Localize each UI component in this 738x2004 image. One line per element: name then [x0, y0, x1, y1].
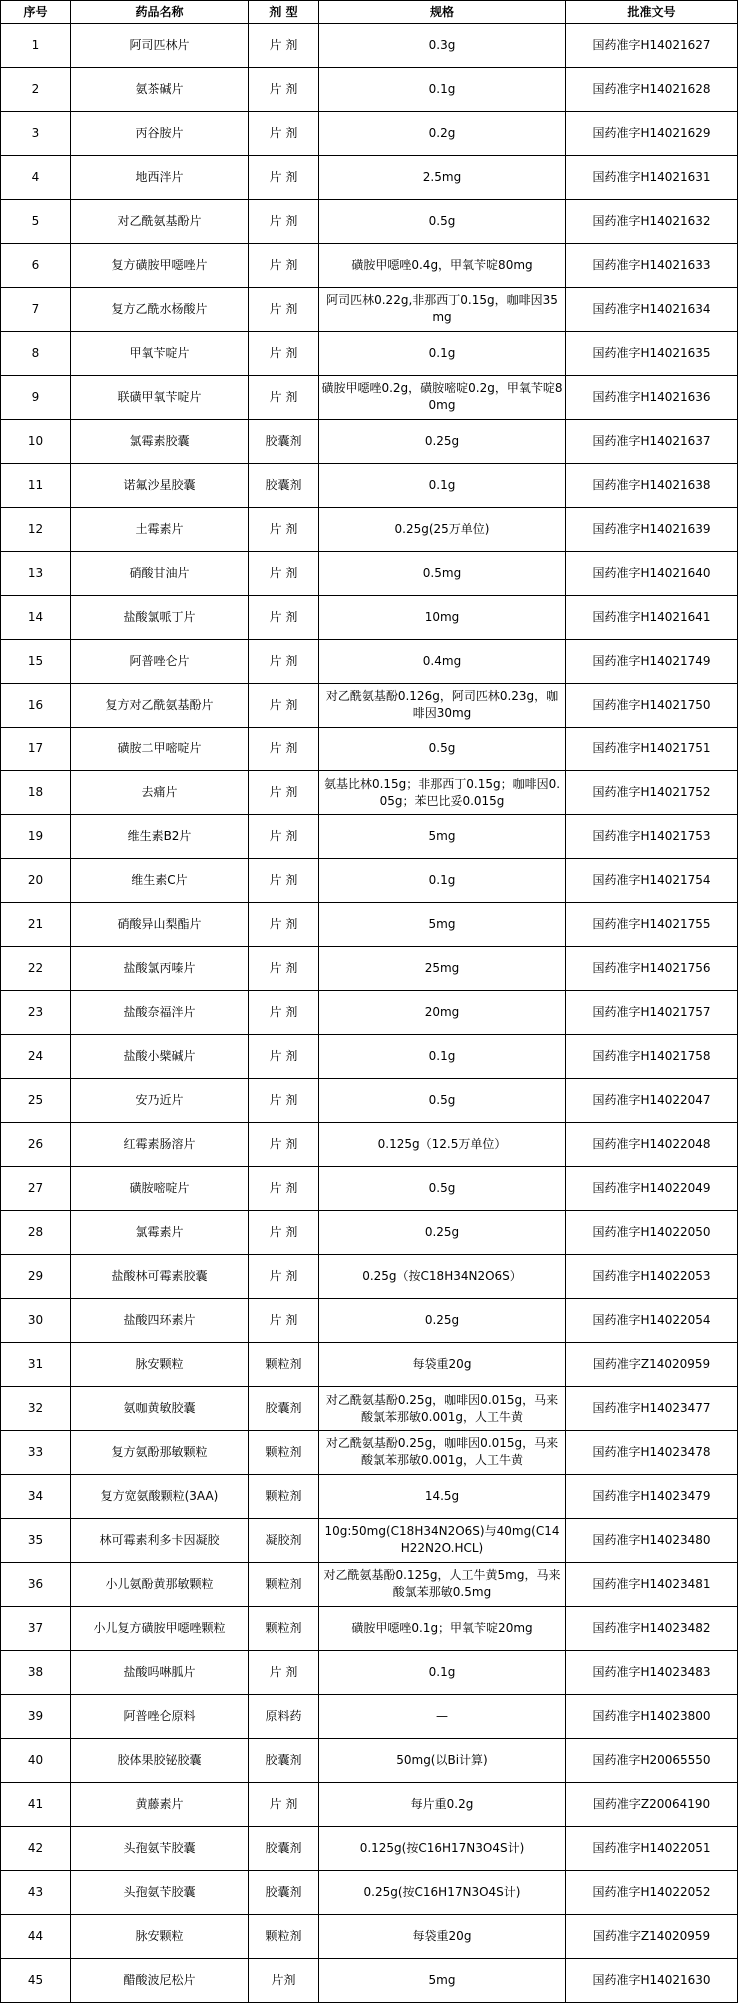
cell-index: 28: [1, 1211, 71, 1255]
cell-drug-name: 复方宽氨酸颗粒(3AA): [71, 1474, 249, 1518]
cell-dosage-form: 片 剂: [249, 727, 319, 771]
cell-index: 32: [1, 1387, 71, 1431]
cell-index: 36: [1, 1562, 71, 1606]
cell-dosage-form: 片 剂: [249, 155, 319, 199]
cell-index: 13: [1, 551, 71, 595]
cell-drug-name: 脉安颗粒: [71, 1343, 249, 1387]
table-row: [1, 815, 738, 859]
cell-specification: 0.25g(按C16H17N3O4S计): [319, 1870, 566, 1914]
cell-specification: 磺胺甲噁唑0.1g；甲氧苄啶20mg: [319, 1606, 566, 1650]
table-row: [1, 1211, 738, 1255]
cell-specification: 50mg(以Bi计算): [319, 1738, 566, 1782]
cell-drug-name: 黄藤素片: [71, 1782, 249, 1826]
table-row: [1, 771, 738, 815]
cell-specification: —: [319, 1694, 566, 1738]
cell-approval-number: 国药准字H14021756: [566, 947, 738, 991]
header-approval-number: 批准文号: [566, 1, 738, 24]
cell-index: 43: [1, 1870, 71, 1914]
cell-dosage-form: 颗粒剂: [249, 1343, 319, 1387]
cell-drug-name: 林可霉素利多卡因凝胶: [71, 1518, 249, 1562]
table-row: [1, 1782, 738, 1826]
cell-approval-number: 国药准字H14021628: [566, 67, 738, 111]
table-row: [1, 1870, 738, 1914]
cell-dosage-form: 颗粒剂: [249, 1562, 319, 1606]
cell-specification: 0.125g(按C16H17N3O4S计): [319, 1826, 566, 1870]
cell-drug-name: 阿司匹林片: [71, 24, 249, 68]
cell-drug-name: 复方对乙酰氨基酚片: [71, 683, 249, 727]
cell-drug-name: 小儿复方磺胺甲噁唑颗粒: [71, 1606, 249, 1650]
cell-index: 9: [1, 375, 71, 419]
table-row: [1, 1474, 738, 1518]
cell-specification: 0.1g: [319, 331, 566, 375]
cell-specification: 10mg: [319, 595, 566, 639]
table-row: [1, 1431, 738, 1475]
table-row: [1, 1255, 738, 1299]
table-row: [1, 199, 738, 243]
cell-index: 35: [1, 1518, 71, 1562]
cell-drug-name: 盐酸氯丙嗪片: [71, 947, 249, 991]
cell-drug-name: 复方氨酚那敏颗粒: [71, 1431, 249, 1475]
cell-index: 22: [1, 947, 71, 991]
cell-drug-name: 氯霉素胶囊: [71, 419, 249, 463]
cell-approval-number: 国药准字H14021638: [566, 463, 738, 507]
cell-approval-number: 国药准字H14021755: [566, 903, 738, 947]
cell-index: 14: [1, 595, 71, 639]
cell-index: 42: [1, 1826, 71, 1870]
cell-drug-name: 阿普唑仑片: [71, 639, 249, 683]
table-row: [1, 1343, 738, 1387]
cell-drug-name: 土霉素片: [71, 507, 249, 551]
cell-approval-number: 国药准字H14021641: [566, 595, 738, 639]
cell-specification: 5mg: [319, 815, 566, 859]
cell-drug-name: 头孢氨苄胶囊: [71, 1870, 249, 1914]
cell-dosage-form: 片 剂: [249, 507, 319, 551]
cell-approval-number: 国药准字H14021633: [566, 243, 738, 287]
cell-specification: 对乙酰氨基酚0.25g，咖啡因0.015g，马来酸氯苯那敏0.001g，人工牛黄: [319, 1431, 566, 1475]
cell-index: 4: [1, 155, 71, 199]
cell-specification: 14.5g: [319, 1474, 566, 1518]
cell-specification: 0.1g: [319, 463, 566, 507]
cell-approval-number: 国药准字H20065550: [566, 1738, 738, 1782]
cell-index: 10: [1, 419, 71, 463]
cell-specification: 对乙酰氨基酚0.25g，咖啡因0.015g，马来酸氯苯那敏0.001g，人工牛黄: [319, 1387, 566, 1431]
table-row: [1, 947, 738, 991]
table-row: [1, 1123, 738, 1167]
cell-approval-number: 国药准字H14022050: [566, 1211, 738, 1255]
cell-specification: 每袋重20g: [319, 1343, 566, 1387]
table-row: [1, 507, 738, 551]
cell-index: 41: [1, 1782, 71, 1826]
cell-approval-number: 国药准字Z20064190: [566, 1782, 738, 1826]
header-specification: 规格: [319, 1, 566, 24]
cell-specification: 对乙酰氨基酚0.126g，阿司匹林0.23g，咖啡因30mg: [319, 683, 566, 727]
cell-drug-name: 盐酸林可霉素胶囊: [71, 1255, 249, 1299]
cell-dosage-form: 胶囊剂: [249, 1826, 319, 1870]
cell-approval-number: 国药准字Z14020959: [566, 1914, 738, 1958]
cell-dosage-form: 胶囊剂: [249, 1738, 319, 1782]
cell-index: 23: [1, 991, 71, 1035]
table-row: [1, 991, 738, 1035]
table-row: [1, 1694, 738, 1738]
cell-approval-number: 国药准字H14021758: [566, 1035, 738, 1079]
table-row: [1, 859, 738, 903]
table-row: [1, 419, 738, 463]
cell-drug-name: 安乃近片: [71, 1079, 249, 1123]
cell-approval-number: 国药准字Z14020959: [566, 1343, 738, 1387]
cell-dosage-form: 颗粒剂: [249, 1606, 319, 1650]
cell-drug-name: 维生素B2片: [71, 815, 249, 859]
cell-index: 16: [1, 683, 71, 727]
cell-index: 7: [1, 287, 71, 331]
cell-approval-number: 国药准字H14021629: [566, 111, 738, 155]
cell-approval-number: 国药准字H14023481: [566, 1562, 738, 1606]
cell-specification: 5mg: [319, 903, 566, 947]
cell-specification: 10g:50mg(C18H34N2O6S)与40mg(C14H22N2O.HCL): [319, 1518, 566, 1562]
cell-specification: 5mg: [319, 1958, 566, 2002]
cell-specification: 25mg: [319, 947, 566, 991]
cell-approval-number: 国药准字H14021757: [566, 991, 738, 1035]
cell-drug-name: 阿普唑仑原料: [71, 1694, 249, 1738]
cell-dosage-form: 片 剂: [249, 815, 319, 859]
cell-drug-name: 氨茶碱片: [71, 67, 249, 111]
cell-dosage-form: 凝胶剂: [249, 1518, 319, 1562]
cell-approval-number: 国药准字H14021635: [566, 331, 738, 375]
cell-specification: 0.2g: [319, 111, 566, 155]
cell-approval-number: 国药准字H14022052: [566, 1870, 738, 1914]
table-row: [1, 287, 738, 331]
cell-dosage-form: 片 剂: [249, 243, 319, 287]
cell-approval-number: 国药准字H14021627: [566, 24, 738, 68]
cell-drug-name: 复方乙酰水杨酸片: [71, 287, 249, 331]
table-row: [1, 1914, 738, 1958]
cell-index: 33: [1, 1431, 71, 1475]
cell-dosage-form: 颗粒剂: [249, 1474, 319, 1518]
cell-specification: 0.1g: [319, 1650, 566, 1694]
table-row: [1, 1562, 738, 1606]
cell-approval-number: 国药准字H14023800: [566, 1694, 738, 1738]
cell-drug-name: 对乙酰氨基酚片: [71, 199, 249, 243]
cell-drug-name: 醋酸波尼松片: [71, 1958, 249, 2002]
table-row: [1, 595, 738, 639]
cell-index: 38: [1, 1650, 71, 1694]
cell-approval-number: 国药准字H14021640: [566, 551, 738, 595]
table-row: [1, 67, 738, 111]
table-row: [1, 24, 738, 68]
cell-index: 15: [1, 639, 71, 683]
cell-dosage-form: 颗粒剂: [249, 1914, 319, 1958]
cell-index: 44: [1, 1914, 71, 1958]
header-index: 序号: [1, 1, 71, 24]
cell-approval-number: 国药准字H14021749: [566, 639, 738, 683]
cell-specification: 0.25g: [319, 1299, 566, 1343]
cell-dosage-form: 片 剂: [249, 1167, 319, 1211]
cell-dosage-form: 片 剂: [249, 199, 319, 243]
cell-approval-number: 国药准字H14023482: [566, 1606, 738, 1650]
cell-drug-name: 盐酸小檗碱片: [71, 1035, 249, 1079]
cell-specification: 0.25g: [319, 419, 566, 463]
cell-drug-name: 脉安颗粒: [71, 1914, 249, 1958]
cell-dosage-form: 片 剂: [249, 859, 319, 903]
cell-dosage-form: 片 剂: [249, 1650, 319, 1694]
cell-index: 12: [1, 507, 71, 551]
cell-specification: 0.25g: [319, 1211, 566, 1255]
cell-approval-number: 国药准字H14021636: [566, 375, 738, 419]
cell-specification: 2.5mg: [319, 155, 566, 199]
cell-index: 24: [1, 1035, 71, 1079]
table-row: [1, 1518, 738, 1562]
cell-index: 21: [1, 903, 71, 947]
cell-dosage-form: 片 剂: [249, 111, 319, 155]
cell-drug-name: 硝酸异山梨酯片: [71, 903, 249, 947]
cell-approval-number: 国药准字H14022049: [566, 1167, 738, 1211]
cell-specification: 阿司匹林0.22g,非那西丁0.15g，咖啡因35mg: [319, 287, 566, 331]
cell-drug-name: 盐酸吗啉胍片: [71, 1650, 249, 1694]
cell-approval-number: 国药准字H14022053: [566, 1255, 738, 1299]
cell-dosage-form: 片 剂: [249, 1299, 319, 1343]
cell-drug-name: 维生素C片: [71, 859, 249, 903]
cell-index: 37: [1, 1606, 71, 1650]
cell-index: 27: [1, 1167, 71, 1211]
cell-index: 26: [1, 1123, 71, 1167]
table-row: [1, 1387, 738, 1431]
cell-specification: 0.25g(25万单位): [319, 507, 566, 551]
cell-index: 25: [1, 1079, 71, 1123]
cell-specification: 磺胺甲噁唑0.2g，磺胺嘧啶0.2g，甲氧苄啶80mg: [319, 375, 566, 419]
cell-specification: 20mg: [319, 991, 566, 1035]
cell-dosage-form: 片 剂: [249, 1123, 319, 1167]
cell-specification: 0.1g: [319, 67, 566, 111]
cell-drug-name: 盐酸四环素片: [71, 1299, 249, 1343]
cell-index: 3: [1, 111, 71, 155]
table-row: [1, 551, 738, 595]
cell-specification: 每袋重20g: [319, 1914, 566, 1958]
table-row: [1, 1606, 738, 1650]
cell-dosage-form: 片 剂: [249, 1079, 319, 1123]
cell-dosage-form: 片 剂: [249, 771, 319, 815]
cell-approval-number: 国药准字H14023478: [566, 1431, 738, 1475]
cell-dosage-form: 片 剂: [249, 683, 319, 727]
cell-approval-number: 国药准字H14023477: [566, 1387, 738, 1431]
cell-approval-number: 国药准字H14021752: [566, 771, 738, 815]
cell-drug-name: 地西泮片: [71, 155, 249, 199]
cell-index: 19: [1, 815, 71, 859]
table-row: [1, 331, 738, 375]
table-row: [1, 683, 738, 727]
cell-approval-number: 国药准字H14021632: [566, 199, 738, 243]
cell-drug-name: 磺胺嘧啶片: [71, 1167, 249, 1211]
cell-approval-number: 国药准字H14021630: [566, 1958, 738, 2002]
table-row: [1, 1826, 738, 1870]
cell-drug-name: 复方磺胺甲噁唑片: [71, 243, 249, 287]
cell-dosage-form: 片 剂: [249, 375, 319, 419]
cell-specification: 0.5g: [319, 1079, 566, 1123]
cell-index: 6: [1, 243, 71, 287]
cell-specification: 0.5mg: [319, 551, 566, 595]
table-row: [1, 243, 738, 287]
cell-approval-number: 国药准字H14021754: [566, 859, 738, 903]
cell-approval-number: 国药准字H14023479: [566, 1474, 738, 1518]
cell-dosage-form: 片 剂: [249, 1255, 319, 1299]
cell-drug-name: 磺胺二甲嘧啶片: [71, 727, 249, 771]
header-row: [1, 1, 738, 24]
cell-drug-name: 联磺甲氧苄啶片: [71, 375, 249, 419]
cell-drug-name: 头孢氨苄胶囊: [71, 1826, 249, 1870]
cell-index: 2: [1, 67, 71, 111]
cell-approval-number: 国药准字H14023480: [566, 1518, 738, 1562]
cell-specification: 0.1g: [319, 1035, 566, 1079]
table-row: [1, 1738, 738, 1782]
cell-index: 39: [1, 1694, 71, 1738]
header-drug-name: 药品名称: [71, 1, 249, 24]
cell-drug-name: 甲氧苄啶片: [71, 331, 249, 375]
cell-drug-name: 丙谷胺片: [71, 111, 249, 155]
cell-specification: 0.4mg: [319, 639, 566, 683]
cell-index: 40: [1, 1738, 71, 1782]
cell-index: 30: [1, 1299, 71, 1343]
cell-approval-number: 国药准字H14023483: [566, 1650, 738, 1694]
cell-dosage-form: 片 剂: [249, 331, 319, 375]
cell-dosage-form: 胶囊剂: [249, 1387, 319, 1431]
cell-dosage-form: 胶囊剂: [249, 463, 319, 507]
table-row: [1, 375, 738, 419]
cell-approval-number: 国药准字H14021753: [566, 815, 738, 859]
cell-dosage-form: 胶囊剂: [249, 419, 319, 463]
cell-approval-number: 国药准字H14021751: [566, 727, 738, 771]
cell-drug-name: 红霉素肠溶片: [71, 1123, 249, 1167]
table-row: [1, 1167, 738, 1211]
table-row: [1, 155, 738, 199]
header-dosage-form: 剂 型: [249, 1, 319, 24]
cell-index: 11: [1, 463, 71, 507]
cell-drug-name: 诺氟沙星胶囊: [71, 463, 249, 507]
cell-approval-number: 国药准字H14021634: [566, 287, 738, 331]
cell-index: 17: [1, 727, 71, 771]
table-row: [1, 463, 738, 507]
cell-index: 45: [1, 1958, 71, 2002]
cell-index: 29: [1, 1255, 71, 1299]
cell-index: 31: [1, 1343, 71, 1387]
cell-approval-number: 国药准字H14021637: [566, 419, 738, 463]
cell-specification: 0.3g: [319, 24, 566, 68]
cell-specification: 0.125g（12.5万单位）: [319, 1123, 566, 1167]
cell-drug-name: 小儿氨酚黄那敏颗粒: [71, 1562, 249, 1606]
cell-dosage-form: 片 剂: [249, 1035, 319, 1079]
cell-dosage-form: 片 剂: [249, 903, 319, 947]
table-row: [1, 111, 738, 155]
cell-drug-name: 氯霉素片: [71, 1211, 249, 1255]
cell-dosage-form: 胶囊剂: [249, 1870, 319, 1914]
table-row: [1, 1299, 738, 1343]
cell-index: 18: [1, 771, 71, 815]
cell-index: 34: [1, 1474, 71, 1518]
table-row: [1, 903, 738, 947]
table-row: [1, 1035, 738, 1079]
cell-approval-number: 国药准字H14022051: [566, 1826, 738, 1870]
cell-specification: 0.25g（按C18H34N2O6S）: [319, 1255, 566, 1299]
cell-approval-number: 国药准字H14021631: [566, 155, 738, 199]
cell-specification: 每片重0.2g: [319, 1782, 566, 1826]
cell-dosage-form: 片 剂: [249, 551, 319, 595]
cell-approval-number: 国药准字H14021639: [566, 507, 738, 551]
table-row: [1, 1650, 738, 1694]
table-row: [1, 727, 738, 771]
cell-drug-name: 去痛片: [71, 771, 249, 815]
cell-dosage-form: 片 剂: [249, 947, 319, 991]
cell-dosage-form: 片 剂: [249, 639, 319, 683]
cell-index: 20: [1, 859, 71, 903]
cell-dosage-form: 片 剂: [249, 991, 319, 1035]
cell-specification: 0.1g: [319, 859, 566, 903]
cell-specification: 0.5g: [319, 1167, 566, 1211]
table-row: [1, 1958, 738, 2002]
cell-drug-name: 硝酸甘油片: [71, 551, 249, 595]
cell-specification: 氨基比林0.15g；非那西丁0.15g；咖啡因0.05g；苯巴比妥0.015g: [319, 771, 566, 815]
cell-dosage-form: 原料药: [249, 1694, 319, 1738]
cell-approval-number: 国药准字H14022048: [566, 1123, 738, 1167]
table-row: [1, 639, 738, 683]
cell-specification: 0.5g: [319, 199, 566, 243]
cell-drug-name: 盐酸氯哌丁片: [71, 595, 249, 639]
cell-approval-number: 国药准字H14021750: [566, 683, 738, 727]
cell-specification: 对乙酰氨基酚0.125g，人工牛黄5mg，马来酸氯苯那敏0.5mg: [319, 1562, 566, 1606]
cell-specification: 0.5g: [319, 727, 566, 771]
cell-index: 8: [1, 331, 71, 375]
cell-dosage-form: 片 剂: [249, 1782, 319, 1826]
cell-approval-number: 国药准字H14022054: [566, 1299, 738, 1343]
cell-dosage-form: 片 剂: [249, 24, 319, 68]
cell-index: 1: [1, 24, 71, 68]
cell-dosage-form: 片 剂: [249, 1211, 319, 1255]
cell-dosage-form: 片剂: [249, 1958, 319, 2002]
cell-approval-number: 国药准字H14022047: [566, 1079, 738, 1123]
cell-drug-name: 胶体果胶铋胶囊: [71, 1738, 249, 1782]
cell-dosage-form: 片 剂: [249, 67, 319, 111]
cell-index: 5: [1, 199, 71, 243]
cell-dosage-form: 片 剂: [249, 595, 319, 639]
cell-drug-name: 氨咖黄敏胶囊: [71, 1387, 249, 1431]
cell-dosage-form: 颗粒剂: [249, 1431, 319, 1475]
table-row: [1, 1079, 738, 1123]
cell-drug-name: 盐酸奈福泮片: [71, 991, 249, 1035]
cell-dosage-form: 片 剂: [249, 287, 319, 331]
cell-specification: 磺胺甲噁唑0.4g，甲氧苄啶80mg: [319, 243, 566, 287]
